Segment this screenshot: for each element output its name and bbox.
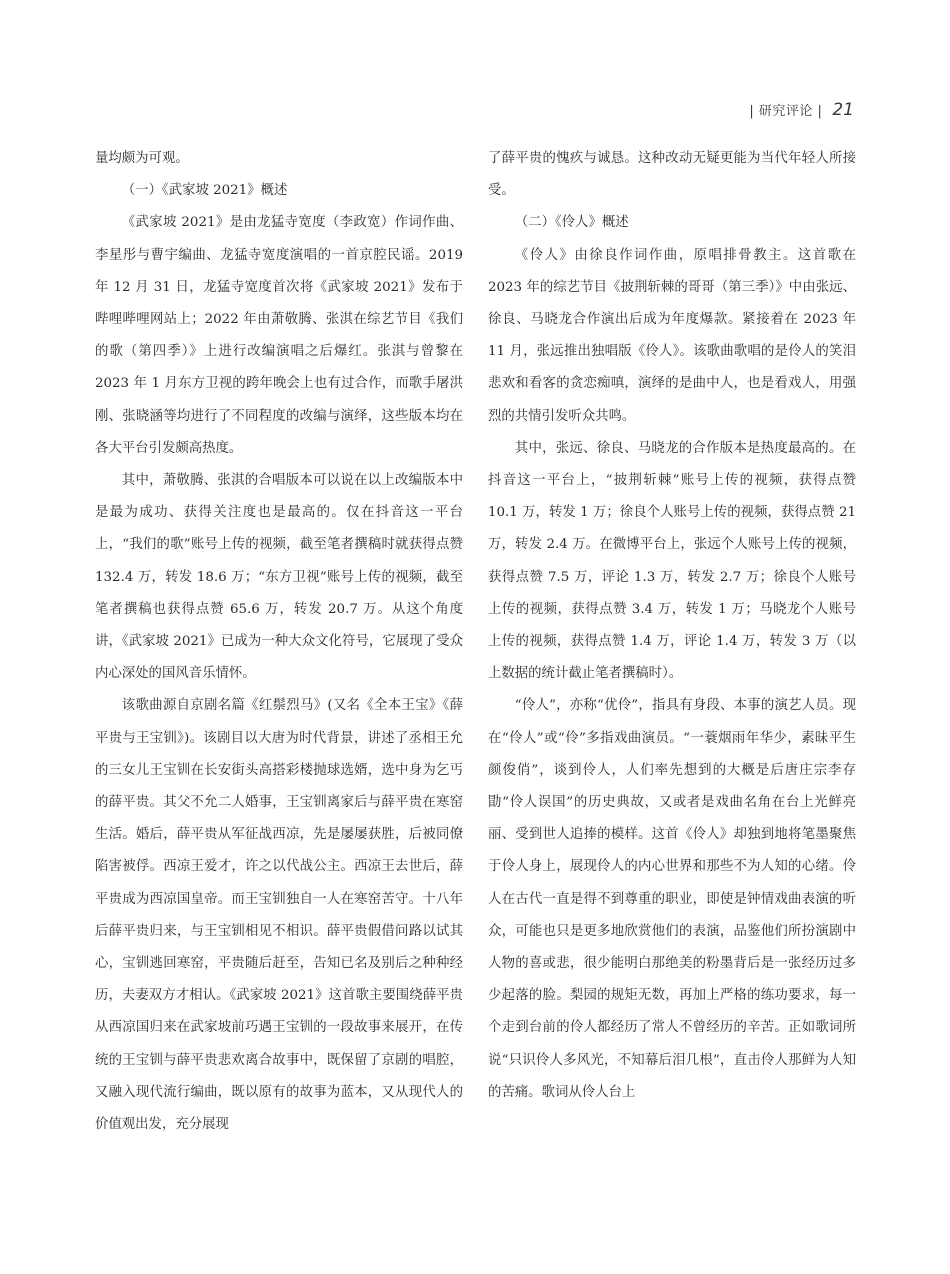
section-heading-wujiapo: （一）《武家坡 2021》概述: [121, 183, 288, 199]
section-heading-lingren: （二）《伶人》概述: [514, 215, 629, 231]
paragraph: “伶人”，亦称“优伶”，指具有身段、本事的演艺人员。现在“伶人”或“伶”多指戏曲演员。“一蓑烟雨年华少，素昧平生颜俊俏”，谈到伶人，人们率先想到的大概是后唐庄宗李存勖“伶人误国”的历史典故，又或者是戏曲名角在台上光鲜亮丽、受到世人追捧的模样。这首《伶人》却独到地将笔墨聚焦于伶人身上，展现伶人的内心世界和那些不为人知的心绪。伶人在古代一直是得不到尊重的职业，即使是钟情戏曲表演的听众，可能也只是更多地欣赏他们的表演，品鉴他们所扮演剧中人物的喜或悲，很少能明白那绝美的粉墨背后是一张经历过多少起落的脸。梨园的规矩无数，再加上严格的练功要求，每一个走到台前的伶人都经历了常人不曾经历的辛苦。正如歌词所说“只识伶人多风光，不知幕后泪几根”，直击伶人那鲜为人知的苦痛。歌词从伶人台上: [488, 698, 856, 1100]
paragraph-continuation: 量均颇为可观。: [95, 151, 189, 166]
left-column: [95, 143, 463, 1141]
paragraph: 其中，萧敬腾、张淇的合唱版本可以说在以上改编版本中是最为成功、获得关注度也是最高的。仅在抖音这一平台上，“我们的歌”账号上传的视频，截至笔者撰稿时就获得点赞 132.4 万，转发 18.6 万；“东方卫视”账号上传的视频，截至笔者撰稿也获得点赞 65.6 万，转发 20.7 万。从这个角度讲，《武家坡 2021》已成为一种大众文化符号，它展现了受众内心深处的国风音乐情怀。: [95, 473, 463, 682]
paragraph-continuation: 了薛平贵的愧疚与诚恳。这种改动无疑更能为当代年轻人所接受。: [488, 151, 856, 199]
paragraph: 其中，张远、徐良、马晓龙的合作版本是热度最高的。在抖音这一平台上，“披荆斩棘”账号上传的视频，获得点赞 10.1 万，转发 1 万；徐良个人账号上传的视频，获得点赞 21 万，转发 2.4 万。在微博平台上，张远个人账号上传的视频，获得点赞 7.5 万，评论 1.3 万，转发 2.7 万；徐良个人账号上传的视频，获得点赞 3.4 万，转发 1 万；马晓龙个人账号上传的视频，获得点赞 1.4 万，评论 1.4 万，转发 3 万（以上数据的统计截止笔者撰稿时）。: [488, 440, 856, 682]
page-header: [749, 100, 854, 120]
section-name: | 研究评论 |: [749, 104, 823, 119]
paragraph: 该歌曲源自京剧名篇《红鬃烈马》(又名《全本王宝》《薛平贵与王宝钏》)。该剧目以大唐为时代背景，讲述了丞相王允的三女儿王宝钏在长安街头高搭彩楼抛球选婿，选中身为乞丐的薛平贵。其父不允二人婚事，王宝钏离家后与薛平贵在寒窑生活。婚后，薛平贵从军征战西凉，先是屡屡获胜，后被同僚陷害被俘。西凉王爱才，许之以代战公主。西凉王去世后，薛平贵成为西凉国皇帝。而王宝钏独自一人在寒窑苦守。十八年后薛平贵归来，与王宝钏相见不相识。薛平贵假借问路以试其心，宝钏逃回寒窑，平贵随后赶至，告知已名及别后之种种经历，夫妻双方才相认。《武家坡 2021》这首歌主要围绕薛平贵从西凉国归来在武家坡前巧遇王宝钏的一段故事来展开，在传统的王宝钏与薛平贵悲欢离合故事中，既保留了京剧的唱腔，又融入现代流行编曲，既以原有的故事为蓝本，又从现代人的价值观出发，充分展现: [95, 698, 463, 1133]
page-number: 21: [832, 100, 854, 120]
right-column: [488, 143, 856, 1109]
paragraph: 《伶人》由徐良作词作曲，原唱排骨教主。这首歌在 2023 年的综艺节目《披荆斩棘的哥哥（第三季）》中由张远、徐良、马晓龙合作演出后成为年度爆款。紧接着在 2023 年 11 月，张远推出独唱版《伶人》。该歌曲歌唱的是伶人的笑泪悲欢和看客的贪恋痴嗔，演绎的是曲中人，也是看戏人，用强烈的共情引发听众共鸣。: [488, 247, 856, 424]
paragraph: 《武家坡 2021》是由龙猛寺宽度（李政宽）作词作曲、李星彤与曹宇编曲、龙猛寺宽度演唱的一首京腔民谣。2019 年 12 月 31 日，龙猛寺宽度首次将《武家坡 2021》发布于哔哩哔哩网站上；2022 年由萧敬腾、张淇在综艺节目《我们的歌（第四季）》上进行改编演唱之后爆红。张淇与曾黎在 2023 年 1 月东方卫视的跨年晚会上也有过合作，而歌手屠洪刚、张晓涵等均进行了不同程度的改编与演绎，这些版本均在各大平台引发颇高热度。: [95, 215, 463, 456]
